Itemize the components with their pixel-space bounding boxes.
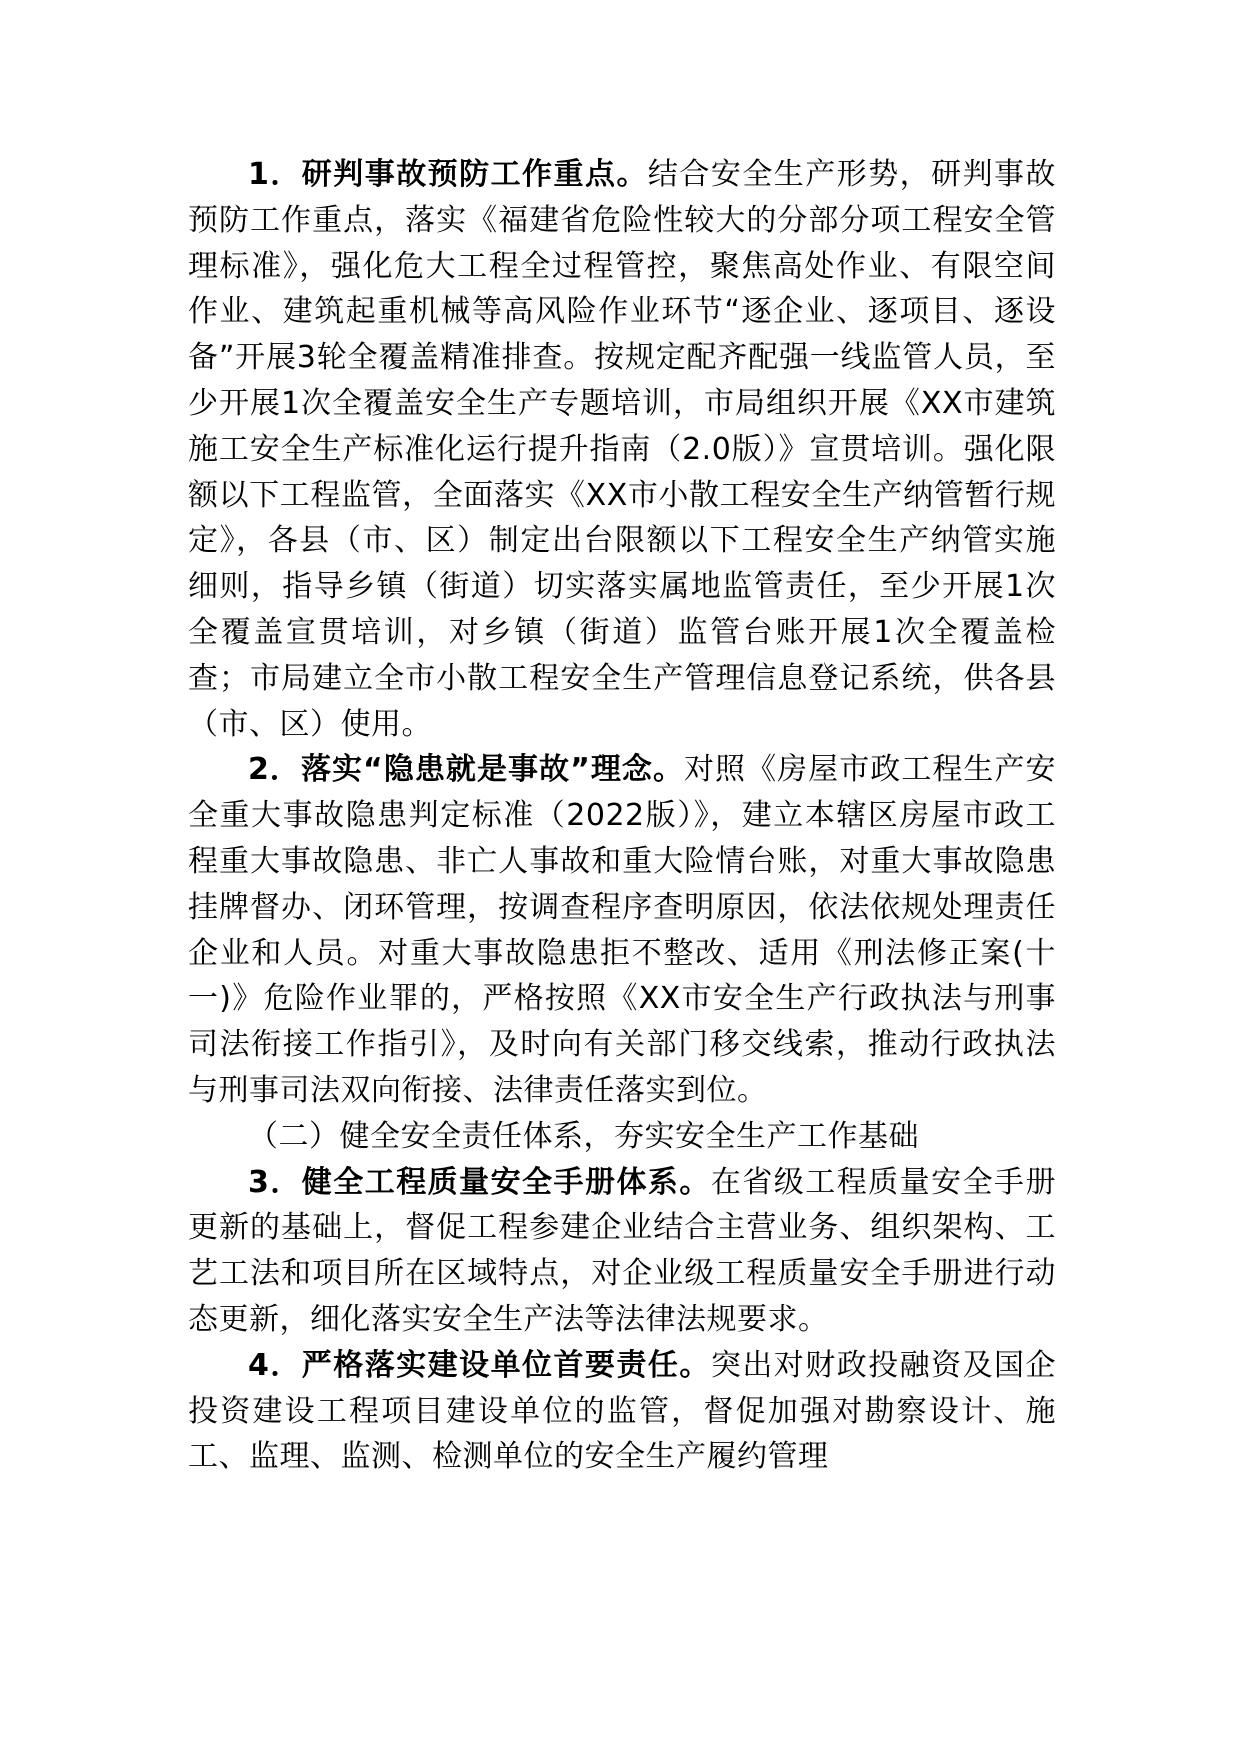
paragraph-2 — [188, 747, 1056, 1113]
document-page — [188, 152, 1056, 1480]
paragraph-3-text: 在省级工程质量安全手册更新的基础上，督促工程参建企业结合主营业务、组织架构、工艺工法和项目所在区域特点，对企业级工程质量安全手册进行动态更新，细化落实安全生产法等法律法规要求。 — [188, 1164, 1057, 1337]
paragraph-4 — [188, 1343, 1056, 1480]
paragraph-1-heading: 1．研判事故预防工作重点。 — [248, 157, 648, 192]
paragraph-4-text: 突出对财政投融资及国企投资建设工程项目建设单位的监管，督促加强对勘察设计、施工、监理、监测、检测单位的安全生产履约管理 — [188, 1347, 1057, 1475]
paragraph-2-heading: 2．落实“隐患就是事故”理念。 — [248, 752, 684, 788]
paragraph-3-heading: 3．健全工程质量安全手册体系。 — [248, 1164, 711, 1200]
paragraph-2-text: 对照《房屋市政工程生产安全重大事故隐患判定标准（2022版）》，建立本辖区房屋市政工程重大事故隐患、非亡人事故和重大险情台账，对重大事故隐患挂牌督办、闭环管理，按调查程序查明原因，依法依规处理责任企业和人员。对重大事故隐患拒不整改、适用《刑法修正案(十一)》危险作业罪的，严格按照《XX市安全生产行政执法与刑事司法衔接工作指引》，及时向有关部门移交线索，推动行政执法与刑事司法双向衔接、法律责任落实到位。 — [188, 752, 1057, 1108]
paragraph-1-text: 结合安全生产形势，研判事故预防工作重点，落实《福建省危险性较大的分部分项工程安全管理标准》，强化危大工程全过程管控，聚焦高处作业、有限空间作业、建筑起重机械等高风险作业环节“逐企业、逐项目、逐设备”开展3轮全覆盖精准排查。按规定配齐配强一线监管人员，至少开展1次全覆盖安全生产专题培训，市局组织开展《XX市建筑施工安全生产标准化运行提升指南（2.0版）》宣贯培训。强化限额以下工程监管，全面落实《XX市小散工程安全生产纳管暂行规定》，各县（市、区）制定出台限额以下工程安全生产纳管实施细则，指导乡镇（街道）切实落实属地监管责任，至少开展1次全覆盖宣贯培训，对乡镇（街道）监管台账开展1次全覆盖检查；市局建立全市小散工程安全生产管理信息登记系统，供各县（市、区）使用。 — [188, 157, 1057, 742]
paragraph-1 — [188, 152, 1056, 747]
section-heading: （二）健全安全责任体系，夯实安全生产工作基础 — [248, 1118, 919, 1154]
paragraph-4-heading: 4．严格落实建设单位首要责任。 — [248, 1347, 711, 1383]
paragraph-3 — [188, 1160, 1056, 1343]
